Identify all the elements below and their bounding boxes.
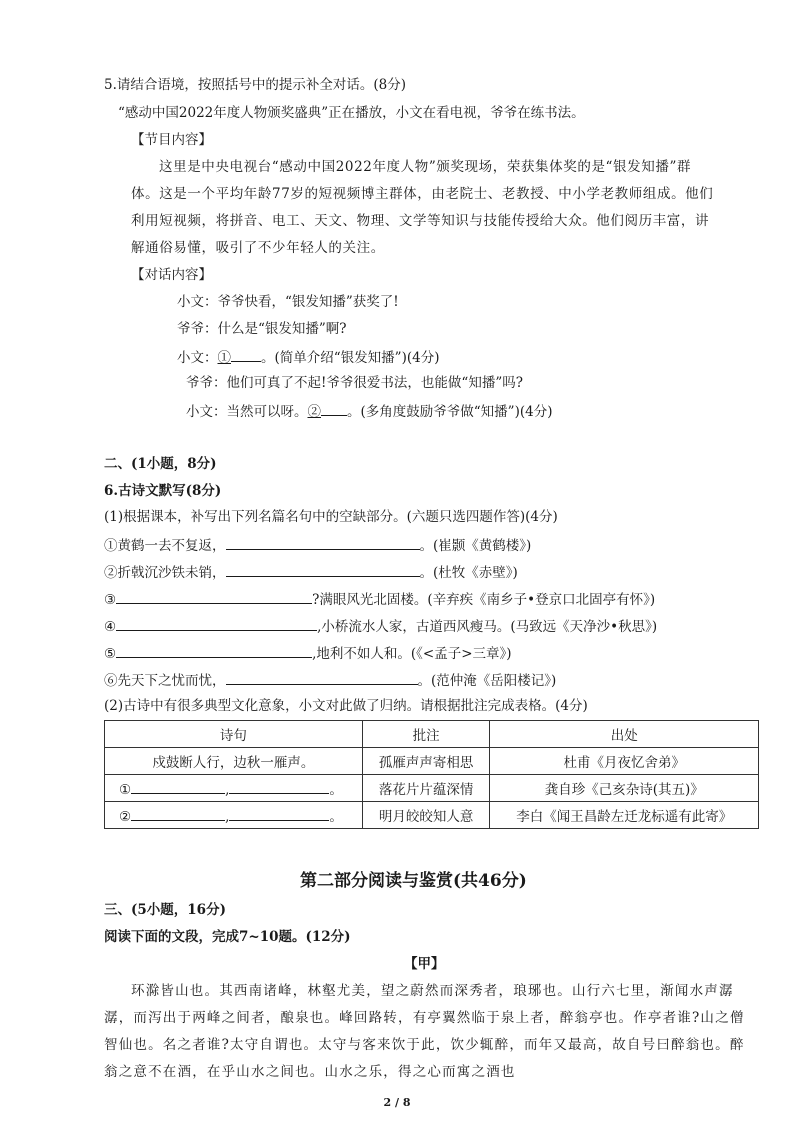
poem-item-3 <box>104 589 655 609</box>
answer-blank-2[interactable] <box>321 401 347 416</box>
table-cell-blank <box>105 775 363 802</box>
dialogue-line: 爷爷：什么是“银发知播”啊? <box>177 321 347 337</box>
page-number: 2 / 8 <box>383 1096 411 1109</box>
passage-line: 智仙也。名之者谁?太守自谓也。太守与客来饮于此，饮少辄醉，而年又最高，故自号曰醉翁也。醉 <box>104 1037 745 1053</box>
imagery-table <box>104 720 759 829</box>
punctuation: , <box>225 782 230 798</box>
dialogue-hint: 。(多角度鼓励爷爷做“知播”)(4分) <box>347 404 553 420</box>
blank-marker-2: ② <box>307 404 321 420</box>
poem-source: 。(范仲淹《岳阳楼记》) <box>417 673 557 689</box>
table-cell: 龚自珍《己亥杂诗(其五)》 <box>490 775 759 802</box>
speaker-label: 小文： <box>177 350 218 366</box>
blank-marker: ① <box>119 782 132 798</box>
poem-blank-4[interactable] <box>116 616 317 631</box>
table-header: 批注 <box>362 721 490 748</box>
poem-source: ,地利不如人和。(《<孟子>三章》) <box>312 646 512 662</box>
poem-blank-1[interactable] <box>226 535 420 550</box>
passage-line: 翁之意不在酒，在乎山水之间也。山水之乐，得之心而寓之酒也 <box>104 1064 516 1080</box>
poem-item-1 <box>104 535 531 555</box>
poem-text: ②折戟沉沙铁未销， <box>104 565 226 581</box>
poem-marker: ⑤ <box>104 646 117 662</box>
program-line: 利用短视频，将拼音、电工、天文、物理、文学等知识与技能传授给大众。他们阅历丰富，讲 <box>131 213 710 229</box>
blank-marker: ② <box>119 809 132 825</box>
poem-blank-6[interactable] <box>226 670 418 685</box>
table-row <box>105 802 759 829</box>
table-cell: 杜甫《月夜忆舍弟》 <box>490 748 759 775</box>
dialogue-line-blank-2 <box>186 401 552 421</box>
passage-jia-label: 【甲】 <box>404 956 445 972</box>
poem-item-2 <box>104 562 518 582</box>
table-blank-2b[interactable] <box>229 806 329 821</box>
section-3-heading: 三、(5小题，16分) <box>104 902 226 918</box>
poem-source: ?满眼风光北固楼。(辛弃疾《南乡子•登京口北固亭有怀》) <box>312 592 656 608</box>
q5-intro: “感动中国2022年度人物颁奖盛典”正在播放，小文在看电视，爷爷在练书法。 <box>118 105 585 121</box>
table-cell: 孤雁声声寄相思 <box>362 748 490 775</box>
table-row <box>105 748 759 775</box>
q5-title: 5.请结合语境，按照括号中的提示补全对话。(8分) <box>104 77 407 93</box>
dialogue-line-blank-1 <box>177 347 439 367</box>
poem-item-5 <box>104 643 512 663</box>
dialogue-text: 小文：当然可以呀。 <box>186 404 308 420</box>
table-blank-1a[interactable] <box>131 779 225 794</box>
table-header-row <box>105 721 759 748</box>
poem-blank-2[interactable] <box>226 562 420 577</box>
part-2-title: 第二部分阅读与鉴赏(共46分) <box>300 871 527 891</box>
poem-marker: ④ <box>104 619 117 635</box>
poem-blank-3[interactable] <box>116 589 312 604</box>
section-2-heading: 二、(1小题，8分) <box>104 456 217 472</box>
table-row <box>105 775 759 802</box>
passage-line: 环滁皆山也。其西南诸峰，林壑尤美，望之蔚然而深秀者，琅琊也。山行六七里，渐闻水声潺 <box>131 983 734 999</box>
poem-item-4 <box>104 616 657 636</box>
program-line: 解通俗易懂，吸引了不少年轻人的关注。 <box>131 240 385 256</box>
poem-text: ①黄鹤一去不复返， <box>104 538 226 554</box>
poem-source: ,小桥流水人家，古道西风瘦马。(马致远《天净沙•秋思》) <box>317 619 658 635</box>
poem-text: ⑥先天下之忧而忧， <box>104 673 226 689</box>
punctuation: , <box>225 809 230 825</box>
blank-marker-1: ① <box>217 350 231 366</box>
program-line: 这里是中央电视台“感动中国2022年度人物”颁奖现场，荣获集体奖的是“银发知播”群 <box>159 159 692 175</box>
poem-source: 。(杜牧《赤壁》) <box>419 565 518 581</box>
table-cell: 戍鼓断人行，边秋一雁声。 <box>105 748 363 775</box>
program-heading: 【节目内容】 <box>131 132 212 148</box>
program-line: 体。这是一个平均年龄77岁的短视频博主群体，由老院士、老教授、中小学老教师组成。他们 <box>131 186 714 202</box>
table-header: 诗句 <box>105 721 363 748</box>
poem-marker: ③ <box>104 592 117 608</box>
poem-blank-5[interactable] <box>116 643 312 658</box>
dialogue-line: 小文：爷爷快看，“银发知播”获奖了! <box>177 294 399 310</box>
q6-sub1: (1)根据课本，补写出下列名篇名句中的空缺部分。(六题只选四题作答)(4分) <box>104 509 558 525</box>
passage-line: 潺，而泻出于两峰之间者，酿泉也。峰回路转，有亭翼然临于泉上者，醉翁亭也。作亭者谁?山之僧 <box>104 1010 745 1026</box>
table-blank-1b[interactable] <box>229 779 329 794</box>
reading-instruction: 阅读下面的文段，完成7~10题。(12分) <box>104 929 351 945</box>
table-cell-blank <box>105 802 363 829</box>
dialogue-heading: 【对话内容】 <box>131 267 212 283</box>
q6-sub2: (2)古诗中有很多典型文化意象，小文对此做了归纳。请根据批注完成表格。(4分) <box>104 698 588 714</box>
q6-title: 6.古诗文默写(8分) <box>104 483 222 499</box>
table-blank-2a[interactable] <box>131 806 225 821</box>
dialogue-hint: 。(简单介绍“银发知播”)(4分) <box>261 350 440 366</box>
poem-item-6 <box>104 670 556 690</box>
dialogue-line: 爷爷：他们可真了不起!爷爷很爱书法，也能做“知播”吗? <box>186 375 523 391</box>
punctuation: 。 <box>329 809 343 825</box>
table-header: 出处 <box>490 721 759 748</box>
poem-source: 。(崔颢《黄鹤楼》) <box>419 538 532 554</box>
punctuation: 。 <box>329 782 343 798</box>
table-cell: 李白《闻王昌龄左迁龙标遥有此寄》 <box>490 802 759 829</box>
answer-blank-1[interactable] <box>231 347 261 362</box>
table-cell: 落花片片蕴深情 <box>362 775 490 802</box>
table-cell: 明月皎皎知人意 <box>362 802 490 829</box>
